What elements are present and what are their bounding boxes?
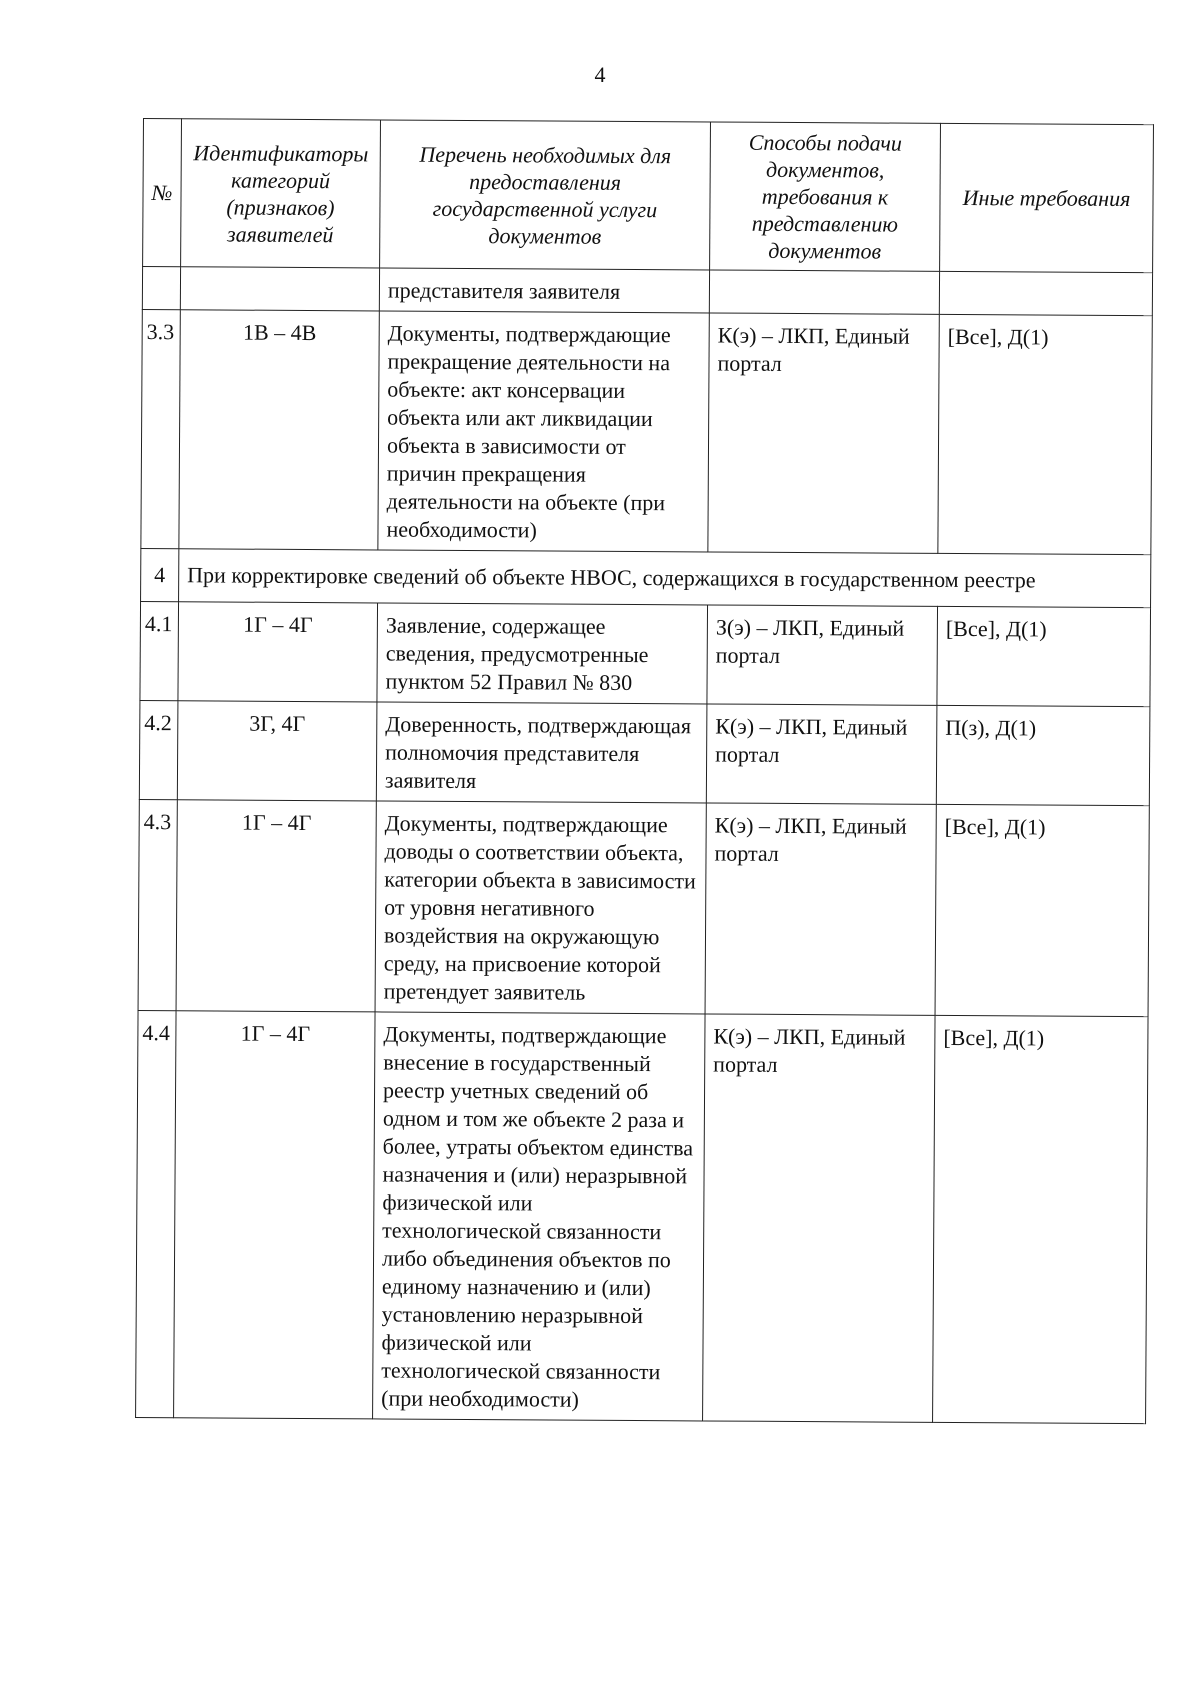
row-identifiers bbox=[180, 267, 379, 311]
row-identifiers: 3Г, 4Г bbox=[177, 701, 377, 801]
table-row bbox=[141, 309, 1152, 554]
table-row bbox=[140, 601, 1151, 706]
row-other: П(з), Д(1) bbox=[936, 705, 1150, 805]
row-identifiers: 1Г – 4Г bbox=[178, 602, 378, 702]
table-row bbox=[142, 267, 1152, 316]
row-methods: К(э) – ЛКП, Единый портал bbox=[708, 313, 939, 553]
row-documents: Документы, подтверждающие внесение в государственный реестр учетных сведений об одном и том же объекте 2 раза и более, утраты объектом единства назначения и (или) неразрывной физической или технологической связанности либо объединения объектов по единому назначению и (или) установлению неразрывной физической или технологической связанности (при необходимости) bbox=[373, 1012, 705, 1421]
row-number bbox=[142, 267, 180, 310]
header-no: № bbox=[143, 119, 182, 267]
page-number: 4 bbox=[594, 62, 606, 87]
row-documents: представителя заявителя bbox=[379, 268, 709, 313]
row-methods: К(э) – ЛКП, Единый портал bbox=[705, 803, 936, 1015]
row-methods: К(э) – ЛКП, Единый портал bbox=[703, 1014, 935, 1422]
section-title: При корректировке сведений об объекте НВОС, содержащихся в государственном реестре bbox=[179, 549, 1151, 608]
table-row bbox=[139, 700, 1150, 805]
row-methods: К(э) – ЛКП, Единый портал bbox=[706, 704, 937, 804]
header-documents: Перечень необходимых для предоставления государственной услуги документов bbox=[380, 120, 711, 270]
row-number: 3.3 bbox=[141, 309, 180, 548]
row-methods: З(э) – ЛКП, Единый портал bbox=[707, 605, 938, 705]
row-identifiers: 1В – 4В bbox=[179, 310, 379, 550]
section-number: 4 bbox=[141, 548, 179, 601]
header-methods: Способы подачи документов, требования к представлению документов bbox=[710, 122, 941, 271]
row-documents: Документы, подтверждающие доводы о соответствии объекта, категории объекта в зависимости от уровня негативного воздействия на окружающую среду, на присвоение которой претендует заявитель bbox=[375, 801, 706, 1014]
header-other: Иные требования bbox=[940, 123, 1154, 272]
row-documents: Заявление, содержащее сведения, предусмотренные пунктом 52 Правил № 830 bbox=[377, 603, 708, 704]
requirements-table bbox=[135, 118, 1154, 1424]
row-methods bbox=[709, 270, 939, 314]
table-row bbox=[138, 799, 1149, 1016]
row-other: [Все], Д(1) bbox=[938, 314, 1152, 554]
row-number: 4.1 bbox=[140, 601, 179, 700]
row-other: [Все], Д(1) bbox=[933, 1015, 1148, 1423]
row-number: 4.4 bbox=[136, 1010, 176, 1417]
row-other: [Все], Д(1) bbox=[937, 606, 1151, 706]
row-documents: Доверенность, подтверждающая полномочия представителя заявителя bbox=[376, 702, 707, 803]
row-documents: Документы, подтверждающие прекращение деятельности на объекте: акт консервации объекта или акт ликвидации объекта в зависимости от причин прекращения деятельности на объекте (при необходимости) bbox=[378, 311, 709, 552]
row-other: [Все], Д(1) bbox=[935, 804, 1149, 1016]
row-identifiers: 1Г – 4Г bbox=[174, 1011, 375, 1419]
table-header-row bbox=[143, 119, 1154, 273]
row-identifiers: 1Г – 4Г bbox=[176, 800, 376, 1012]
row-number: 4.3 bbox=[138, 799, 177, 1010]
section-row bbox=[141, 548, 1151, 607]
row-number: 4.2 bbox=[139, 700, 178, 799]
row-other bbox=[939, 271, 1152, 315]
header-identifiers: Идентификаторы категорий (признаков) заявителей bbox=[181, 119, 381, 268]
table-row bbox=[136, 1010, 1148, 1423]
